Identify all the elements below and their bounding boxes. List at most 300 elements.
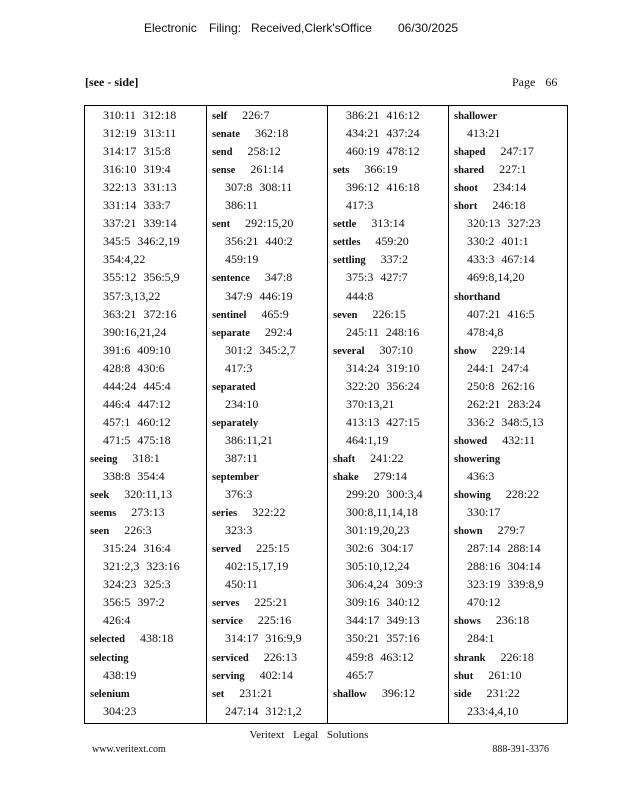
index-page-line-references: 304:23	[103, 703, 137, 718]
index-page-line-references: 460:19 478:12	[346, 144, 420, 159]
index-reference-line	[103, 252, 145, 267]
index-page-line-references: 226:15	[372, 306, 406, 321]
index-page-line-references: 233:4,4,10	[467, 703, 519, 718]
index-headword-entry	[212, 613, 291, 628]
index-headword: sent	[212, 219, 231, 231]
index-page-line-references: 469:8,14,20	[467, 270, 525, 285]
index-headword: settle	[333, 219, 357, 231]
index-page-line-references: 438:19	[103, 667, 137, 682]
index-reference-line	[346, 325, 419, 340]
index-page-line-references: 471:5 475:18	[103, 432, 171, 447]
footer-company: Veritext Legal Solutions	[249, 729, 369, 741]
index-page-line-references: 234:10	[225, 396, 259, 411]
footer-website: www.veritext.com	[92, 744, 166, 755]
index-headword: sets	[333, 165, 350, 177]
index-page-line-references: 320:11,13	[124, 487, 173, 502]
index-reference-line	[103, 108, 176, 123]
index-reference-line	[346, 415, 420, 430]
index-headword: short	[454, 201, 478, 213]
index-page-line-references: 436:3	[467, 469, 495, 483]
index-headword: shallow	[333, 688, 367, 700]
index-headword-entry	[333, 469, 407, 484]
index-headword-entry	[333, 234, 409, 249]
index-page-line-references: 261:14	[250, 162, 284, 177]
index-page-line-references: 356:21 440:2	[225, 234, 293, 249]
index-reference-line	[346, 631, 420, 646]
index-headword: serviced	[212, 652, 249, 664]
index-reference-line	[467, 559, 541, 574]
index-page-line-references: 314:24 319:10	[346, 360, 420, 375]
index-reference-line	[346, 379, 420, 394]
index-page-line-references: 225:16	[257, 613, 292, 628]
index-page-line-references: 470:12	[467, 595, 501, 610]
index-page-line-references: 231:21	[239, 685, 273, 700]
index-page-line-references: 331:14 333:7	[103, 198, 171, 213]
index-headword-entry	[90, 487, 172, 502]
index-headword: september	[212, 472, 259, 483]
index-page-line-references: 228:22	[505, 487, 540, 502]
index-headword-entry	[212, 216, 293, 231]
index-page-line-references: 362:18	[255, 126, 289, 141]
index-page-line-references: 387:11	[225, 450, 258, 465]
index-page-line-references: 450:11	[225, 577, 258, 592]
index-headword-entry	[454, 343, 525, 358]
index-headword-entry	[90, 631, 173, 646]
index-page-line-references: 322:13 331:13	[103, 180, 177, 195]
index-reference-line	[103, 469, 165, 484]
index-reference-line	[467, 469, 494, 484]
index-page-line-references: 287:14 288:14	[467, 541, 541, 556]
index-headword: sentence	[212, 273, 250, 285]
index-page-line-references: 402:14	[259, 667, 294, 682]
index-page-line-references: 413:21	[467, 126, 501, 141]
index-page-line-references: 434:21 437:24	[346, 126, 420, 141]
index-headword: serving	[212, 670, 245, 682]
index-range-label: [see - side]	[85, 75, 139, 89]
index-reference-line	[346, 397, 394, 412]
index-page-line-references: 313:14	[371, 216, 405, 231]
index-page-line-references: 300:8,11,14,18	[346, 505, 418, 520]
index-page-line-references: 292:15,20	[245, 216, 294, 231]
index-reference-line	[225, 397, 258, 412]
index-headword: shut	[454, 670, 474, 682]
index-page-line-references: 314:17 316:9,9	[225, 631, 302, 646]
index-headword-entry	[212, 505, 285, 520]
index-page-line-references: 402:15,17,19	[225, 559, 289, 574]
index-page-line-references: 330:17	[467, 505, 501, 520]
index-page-line-references: 247:14 312:1,2	[225, 703, 302, 718]
index-reference-line	[467, 631, 494, 646]
index-page-line-references: 320:13 327:23	[467, 216, 541, 231]
index-page-line-references: 457:1 460:12	[103, 414, 171, 429]
index-reference-line	[346, 505, 418, 520]
index-page-line-references: 225:15	[256, 541, 290, 556]
index-reference-line	[103, 433, 171, 448]
index-page-line-references: 309:16 340:12	[346, 595, 420, 610]
index-headword: sentinel	[212, 309, 247, 321]
index-headword: self	[212, 111, 228, 122]
index-page-line-references: 226:13	[263, 649, 298, 664]
index-reference-line	[346, 650, 414, 665]
index-page-line-references: 258:12	[247, 144, 281, 159]
index-reference-line	[346, 523, 409, 538]
index-page-line-references: 354:4,22	[103, 252, 146, 267]
index-headword-entry	[454, 198, 526, 213]
index-headword: shallower	[454, 111, 498, 122]
index-headword-entry	[212, 325, 292, 340]
index-reference-line	[225, 451, 258, 466]
index-reference-line	[225, 289, 293, 304]
index-page-line-references: 446:4 447:12	[103, 396, 171, 411]
index-reference-line	[467, 704, 518, 719]
index-reference-line	[225, 252, 258, 267]
index-column-2	[206, 106, 328, 723]
index-reference-line	[467, 361, 529, 376]
index-reference-line	[103, 379, 171, 394]
index-headword-entry	[454, 668, 522, 683]
index-page-line-references: 459:20	[375, 234, 409, 249]
index-page-line-references: 262:21 283:24	[467, 396, 541, 411]
index-reference-line	[103, 325, 166, 340]
index-reference-line	[103, 397, 171, 412]
index-page-line-references: 314:17 315:8	[103, 144, 171, 159]
index-page-line-references: 459:19	[225, 252, 259, 267]
index-headword-entry	[212, 415, 258, 430]
index-reference-line	[103, 289, 160, 304]
index-page-line-references: 261:10	[488, 667, 522, 682]
index-headword: seek	[90, 490, 110, 502]
index-reference-line	[467, 234, 529, 249]
index-reference-line	[225, 198, 258, 213]
index-page-line-references: 234:14	[492, 180, 527, 195]
index-page-line-references: 464:1,19	[346, 432, 389, 447]
index-headword-entry	[212, 162, 284, 177]
index-headword-entry	[454, 180, 526, 195]
index-headword: showed	[454, 435, 488, 447]
index-page-line-references: 323:3	[225, 523, 253, 538]
index-page-line-references: 226:7	[242, 108, 270, 122]
index-reference-line	[103, 162, 171, 177]
index-reference-line	[103, 198, 171, 213]
index-reference-line	[467, 415, 544, 430]
index-reference-line	[467, 325, 503, 340]
index-headword-entry	[212, 126, 288, 141]
index-headword-entry	[454, 162, 527, 177]
index-page-line-references: 444:8	[346, 288, 374, 303]
index-headword-entry	[333, 216, 405, 231]
index-headword: sense	[212, 165, 236, 177]
index-headword: seven	[333, 309, 358, 321]
index-page-line-references: 465:9	[261, 306, 289, 321]
index-page-line-references: 246:18	[492, 198, 526, 213]
index-page-line-references: 390:16,21,24	[103, 324, 167, 339]
index-reference-line	[103, 307, 177, 322]
index-page-line-references: 301:19,20,23	[346, 523, 410, 538]
index-page-line-references: 417:3	[225, 360, 253, 375]
index-headword: settles	[333, 237, 361, 249]
index-headword-entry	[333, 162, 398, 177]
index-reference-line	[103, 270, 180, 285]
index-reference-line	[346, 487, 423, 502]
index-reference-line	[103, 704, 136, 719]
index-reference-line	[225, 433, 273, 448]
index-reference-line	[467, 216, 541, 231]
index-reference-line	[346, 361, 420, 376]
footer-phone: 888-391-3376	[492, 744, 549, 755]
index-page-line-references: 370:13,21	[346, 396, 395, 411]
index-reference-line	[467, 252, 535, 267]
index-headword: showering	[454, 453, 501, 465]
index-headword: selecting	[90, 652, 129, 664]
index-headword-entry	[212, 108, 270, 123]
index-headword-entry	[212, 686, 273, 701]
index-page-line-references: 344:17 349:13	[346, 613, 420, 628]
index-page-line-references: 375:3 427:7	[346, 270, 408, 285]
index-reference-line	[346, 198, 373, 213]
index-reference-line	[467, 505, 500, 520]
index-headword-entry	[90, 505, 165, 520]
index-reference-line	[346, 668, 373, 683]
index-page-line-references: 338:8 354:4	[103, 469, 165, 483]
index-headword-entry	[333, 307, 406, 322]
index-page-line-references: 310:11 312:18	[103, 108, 177, 122]
index-headword-entry	[90, 451, 160, 466]
index-headword: several	[333, 345, 365, 357]
page-label	[512, 75, 557, 90]
index-reference-line	[103, 541, 171, 556]
index-page-line-references: 337:2	[380, 252, 409, 267]
index-page-line-references: 337:21 339:14	[103, 216, 177, 231]
index-reference-line	[467, 541, 541, 556]
index-reference-line	[346, 433, 388, 448]
index-page-line-references: 428:8 430:6	[103, 360, 165, 375]
index-page-line-references: 336:2 348:5,13	[467, 414, 544, 429]
index-page-line-references: 279:7	[497, 523, 525, 538]
filing-date: 06/30/2025	[398, 21, 459, 35]
index-page-line-references: 236:18	[495, 613, 530, 628]
index-headword: serves	[212, 598, 240, 610]
page-label-text: Page	[512, 75, 536, 89]
index-page-line-references: 307:8 308:11	[225, 180, 293, 195]
index-headword: shaft	[333, 453, 356, 465]
index-reference-line	[103, 595, 165, 610]
index-page-line-references: 356:5 397:2	[103, 595, 165, 610]
index-headword-entry	[333, 686, 415, 701]
index-page-line-references: 386:11,21	[225, 432, 273, 447]
index-reference-line	[346, 144, 420, 159]
index-page-line-references: 413:13 427:15	[346, 414, 420, 429]
index-headword: series	[212, 508, 238, 520]
index-page-line-references: 376:3	[225, 487, 253, 502]
index-reference-line	[346, 613, 420, 628]
index-headword-entry	[454, 289, 500, 304]
index-reference-line	[225, 704, 302, 719]
index-page-line-references: 438:18	[139, 631, 174, 646]
index-reference-line	[346, 541, 414, 556]
index-headword: showing	[454, 490, 491, 502]
index-page-line-references: 444:24 445:4	[103, 378, 171, 393]
index-page-line-references: 315:24 316:4	[103, 541, 171, 556]
index-page-line-references: 284:1	[467, 631, 495, 646]
index-reference-line	[467, 379, 535, 394]
index-page-line-references: 316:10 319:4	[103, 162, 171, 177]
index-page-line-references: 227:1	[499, 162, 527, 177]
index-page-line-references: 321:2,3 323:16	[103, 559, 180, 574]
index-headword-entry	[212, 144, 281, 159]
filing-word-electronic: Electronic	[144, 21, 197, 35]
index-reference-line	[103, 180, 177, 195]
index-reference-line	[103, 126, 176, 141]
index-page-line-references: 396:12	[381, 685, 416, 700]
index-page-line-references: 273:13	[131, 505, 165, 520]
index-page-line-references: 347:9 446:19	[225, 288, 293, 303]
index-headword-entry	[212, 595, 288, 610]
index-page-line-references: 279:14	[373, 469, 408, 483]
index-page-line-references: 323:19 339:8,9	[467, 577, 544, 592]
index-headword: send	[212, 147, 233, 159]
index-headword: shrank	[454, 652, 486, 664]
index-reference-line	[225, 234, 293, 249]
index-headword: shake	[333, 472, 359, 483]
index-page-line-references: 292:4	[264, 324, 293, 339]
index-reference-line	[225, 487, 252, 502]
index-headword-entry	[212, 307, 289, 322]
index-reference-line	[103, 361, 165, 376]
index-page-line-references: 459:8 463:12	[346, 649, 414, 664]
index-page-line-references: 324:23 325:3	[103, 577, 171, 592]
index-page-line-references: 247:17	[500, 144, 534, 159]
index-page-line-references: 288:16 304:14	[467, 559, 541, 574]
index-page-line-references: 229:14	[491, 342, 526, 357]
index-reference-line	[346, 595, 420, 610]
index-headword-entry	[333, 252, 408, 267]
index-headword-entry	[212, 668, 293, 683]
index-headword: selected	[90, 634, 125, 646]
index-headword: seeing	[90, 453, 118, 465]
index-page-line-references: 363:21 372:16	[103, 306, 177, 321]
index-headword-entry	[454, 487, 539, 502]
index-headword-entry	[454, 144, 534, 159]
index-page-line-references: 465:7	[346, 667, 374, 682]
index-headword-entry	[454, 523, 525, 538]
index-headword: shaped	[454, 147, 486, 159]
index-column-3	[327, 106, 449, 723]
index-page-line-references: 433:3 467:14	[467, 252, 535, 267]
index-headword-entry	[333, 451, 404, 466]
index-page-line-references: 366:19	[364, 162, 398, 177]
index-page-line-references: 318:1	[132, 450, 160, 465]
index-page-line-references: 391:6 409:10	[103, 342, 171, 357]
index-page-line-references: 305:10,12,24	[346, 559, 410, 574]
index-reference-line	[225, 559, 288, 574]
index-reference-line	[346, 577, 423, 592]
index-reference-line	[225, 180, 292, 195]
index-page-line-references: 426:4	[103, 613, 131, 628]
index-reference-line	[103, 415, 171, 430]
index-headword: separated	[212, 381, 256, 393]
index-headword: shorthand	[454, 291, 501, 303]
index-column-1	[85, 106, 206, 723]
index-page-line-references: 226:18	[500, 649, 534, 664]
index-headword-entry	[90, 686, 130, 701]
index-reference-line	[103, 668, 136, 683]
index-reference-line	[467, 577, 544, 592]
page-number: 66	[545, 75, 558, 89]
index-page-line-references: 302:6 304:17	[346, 541, 414, 556]
index-reference-line	[103, 613, 130, 628]
index-page-line-references: 347:8	[264, 270, 293, 285]
index-headword: shows	[454, 616, 481, 628]
index-page-line-references: 357:3,13,22	[103, 288, 161, 303]
index-page-line-references: 307:10	[379, 342, 413, 357]
index-reference-line	[225, 631, 302, 646]
index-page-line-references: 301:2 345:2,7	[225, 342, 296, 357]
index-reference-line	[346, 270, 408, 285]
index-headword-entry	[454, 433, 535, 448]
index-reference-line	[103, 216, 177, 231]
index-reference-line	[467, 397, 541, 412]
index-page-line-references: 386:21 416:12	[346, 108, 420, 122]
index-headword: separate	[212, 327, 250, 339]
index-column-4	[448, 106, 569, 723]
index-page-line-references: 244:1 247:4	[467, 360, 529, 375]
word-index-grid	[84, 105, 568, 724]
index-headword-entry	[454, 613, 529, 628]
index-headword: separately	[212, 417, 259, 429]
index-headword-entry	[212, 541, 290, 556]
index-headword: selenium	[90, 688, 130, 700]
index-reference-line	[346, 289, 373, 304]
index-headword-entry	[454, 650, 534, 665]
index-headword: seen	[90, 526, 110, 538]
index-reference-line	[467, 126, 500, 141]
index-page-line-references: 350:21 357:16	[346, 631, 420, 646]
index-page-line-references: 386:11	[225, 198, 258, 213]
index-page-line-references: 322:22	[252, 505, 286, 520]
index-page-line-references: 250:8 262:16	[467, 378, 535, 393]
index-headword-entry	[454, 686, 520, 701]
index-reference-line	[225, 523, 252, 538]
index-reference-line	[346, 180, 420, 195]
index-headword-entry	[212, 650, 297, 665]
index-page-line-references: 299:20 300:3,4	[346, 487, 423, 502]
electronic-filing-stamp	[0, 21, 618, 37]
index-headword: settling	[333, 255, 366, 267]
index-reference-line	[346, 108, 420, 123]
index-headword-entry	[454, 451, 500, 466]
index-headword: side	[454, 688, 472, 700]
index-page-line-references: 417:3	[346, 198, 374, 213]
index-page-line-references: 306:4,24 309:3	[346, 577, 423, 592]
index-headword: seems	[90, 508, 117, 520]
index-reference-line	[346, 559, 409, 574]
index-page-line-references: 245:11 248:16	[346, 324, 420, 339]
index-page-line-references: 225:21	[254, 595, 288, 610]
index-headword-entry	[454, 108, 497, 123]
index-page-line-references: 322:20 356:24	[346, 378, 420, 393]
index-reference-line	[467, 307, 535, 322]
index-reference-line	[467, 270, 524, 285]
index-headword: service	[212, 616, 243, 628]
index-headword: served	[212, 544, 242, 556]
index-headword-entry	[212, 270, 292, 285]
index-headword: shown	[454, 526, 483, 538]
index-reference-line	[225, 343, 296, 358]
index-headword-entry	[333, 343, 413, 358]
index-headword: senate	[212, 129, 240, 141]
index-reference-line	[225, 577, 258, 592]
index-reference-line	[103, 144, 171, 159]
